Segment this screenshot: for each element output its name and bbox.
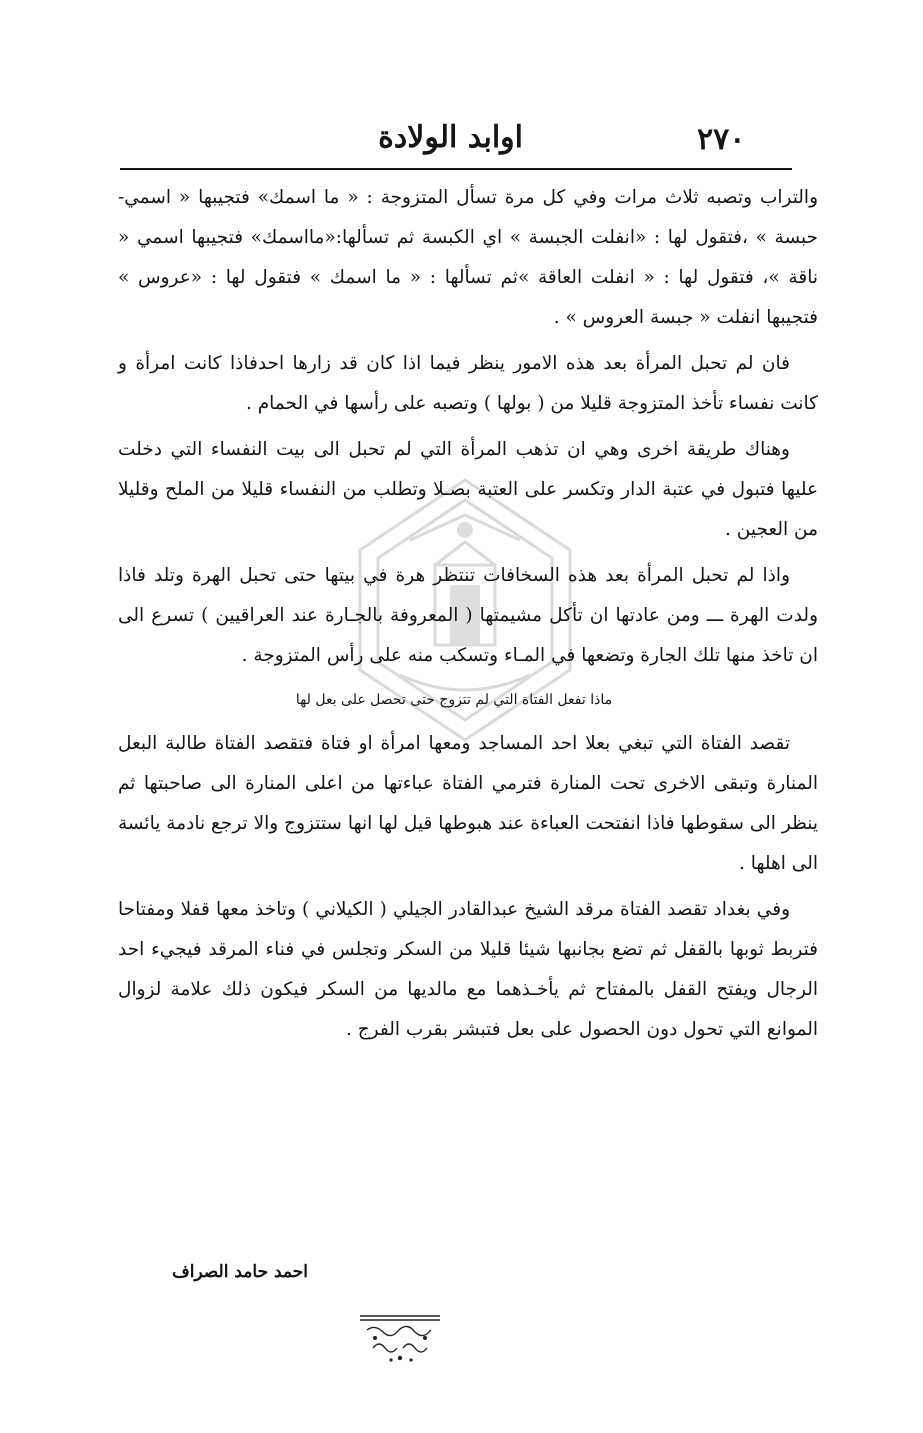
paragraph-4: واذا لم تحبل المرأة بعد هذه السخافات تنتظر هرة في بيتها حتى تحبل الهرة وتلد فاذا ولدت الهرة ـــ ومن عادتها ان تأكل مشيمتها ( المعروفة بالجـارة عند العراقيين ) تسرع الى ان تاخذ منها تلك الجارة وتضعها في المـاء وتسكب منه على رأس المتزوجة . xyxy=(118,565,818,666)
header-divider xyxy=(120,168,792,170)
section-subheading: ماذا تفعل الفتاة التي لم تتزوج حتى تحصل على بعل لها xyxy=(295,692,613,708)
page-title: اوابد الولادة xyxy=(378,120,523,155)
decorative-ornament-icon xyxy=(355,1308,445,1368)
paragraph-1: والتراب وتصبه ثلاث مرات وفي كل مرة تسأل المتزوجة : « ما اسمك» فتجيبها « اسمي-حبسة » ،فتقول لها : «انفلت الجبسة » اي الكبسة ثم تسألها:«مااسمك» فتجيبها اسمي « ناقة »، فتقول لها : « انفلت العاقة »ثم تسألها : « ما اسمك » فتقول لها : «عروس » فتجيبها انفلت « جبسة العروس » . xyxy=(118,187,818,328)
paragraph-3: وهناك طريقة اخرى وهي ان تذهب المرأة التي لم تحبل الى بيت النفساء التي دخلت عليها فتبول في عتبة الدار وتكسر على العتبة بصـلا وتطلب من النفساء قليلا من الملح وقليلا من العجين . xyxy=(118,439,818,540)
author-signature: احمد حامد الصراف xyxy=(172,1262,308,1282)
paragraph-6: وفي بغداد تقصد الفتاة مرقد الشيخ عبدالقادر الجيلي ( الكيلاني ) وتاخذ معها قفلا ومفتاحا فتربط ثوبها بالقفل ثم تضع بجانبها شيئا قليلا من السكر وتجلس في فناء المرقد فيجيء احد الرجال ويفتح القفل بالمفتاح ثم يأخـذهما مع مالديها من السكر فيكون ذلك علامة لزوال الموانع التي تحول دون الحصول على بعل فتبشر بقرب الفرج . xyxy=(118,899,818,1040)
paragraph-2: فان لم تحبل المرأة بعد هذه الامور ينظر فيما اذا كان قد زارها احدفاذا كانت امرأة و كانت نفساء تأخذ المتزوجة قليلا من ( بولها ) وتصبه على رأسها في الحمام . xyxy=(118,353,818,414)
paragraph-5: تقصد الفتاة التي تبغي بعلا احد المساجد ومعها امرأة او فتاة فتقصد الفتاة طالبة البعل المنارة وتبقى الاخرى تحت المنارة فترمي الفتاة عباءتها من اعلى المنارة الى صاحبتها ثم ينظر الى سقوطها فاذا انفتحت العباءة عند هبوطها قيل لها انها ستتزوج والا ترجع نادمة يائسة الى اهلها . xyxy=(118,733,818,874)
page-number: ٢٧٠ xyxy=(697,122,746,157)
article-body xyxy=(118,178,818,1056)
